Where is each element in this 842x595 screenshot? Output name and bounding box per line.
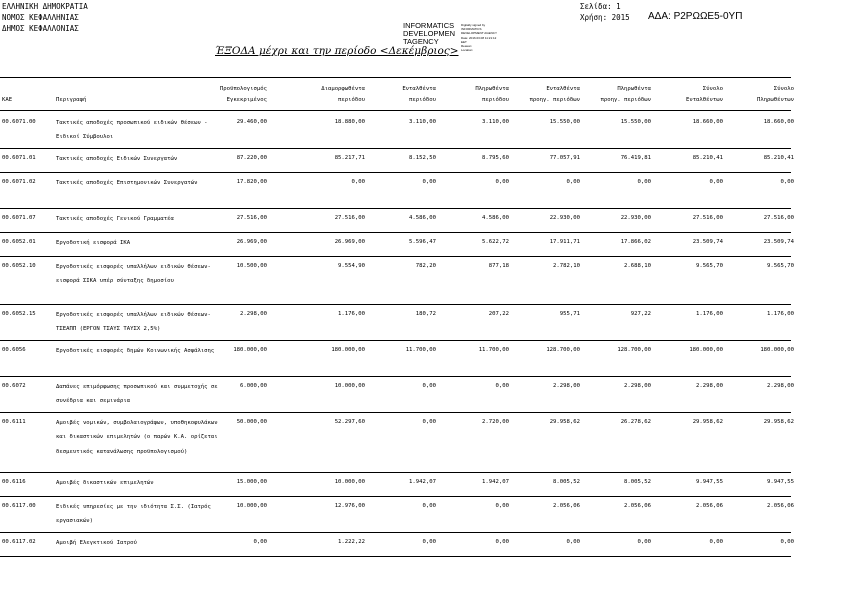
amount-cell: 29.958,62 <box>763 419 794 425</box>
amount-cell: 180.000,00 <box>233 347 267 353</box>
amount-cell: 23.509,74 <box>763 239 794 245</box>
row-divider <box>0 256 791 257</box>
column-header: Προϋπολογισμός <box>219 86 267 92</box>
kae-code: 00.6056 <box>2 347 26 353</box>
digital-signature-stamp <box>403 22 455 46</box>
amount-cell: 8.005,52 <box>624 479 651 485</box>
amount-cell: 1.942,07 <box>482 479 509 485</box>
kae-code: 00.6117.00 <box>2 503 36 509</box>
amount-cell: 9.565,70 <box>767 263 794 269</box>
amount-cell: 0,00 <box>637 539 651 545</box>
row-description: Εργοδοτικές εισφορές υπαλλήλων ειδικών θέσεων-εισφορά ΣΙΚΑ υπέρ σύνταξης δημοσίου <box>56 263 211 284</box>
amount-cell: 10.500,00 <box>236 263 267 269</box>
signature-line: Location: <box>461 48 474 53</box>
amount-cell: 0,00 <box>495 383 509 389</box>
kae-code: 00.6071.07 <box>2 215 36 221</box>
amount-cell: 17.820,00 <box>236 179 267 185</box>
row-divider <box>0 532 791 533</box>
amount-cell: 0,00 <box>422 539 436 545</box>
amount-cell: 17.866,02 <box>620 239 651 245</box>
kae-code: 00.6052.15 <box>2 311 36 317</box>
table-header-rule <box>0 110 791 111</box>
amount-cell: 3.110,00 <box>409 119 436 125</box>
kae-code: 00.6071.00 <box>2 119 36 125</box>
org-line: ΕΛΛΗΝΙΚΗ ΔΗΜΟΚΡΑΤΙΑ <box>2 2 88 11</box>
kae-code: 00.6071.02 <box>2 179 36 185</box>
amount-cell: 15.550,00 <box>620 119 651 125</box>
amount-cell: 0,00 <box>780 179 794 185</box>
row-divider <box>0 208 791 209</box>
amount-cell: 23.509,74 <box>692 239 723 245</box>
amount-cell: 0,00 <box>495 179 509 185</box>
amount-cell: 2.056,06 <box>696 503 723 509</box>
signature-line: Digitally signed by <box>461 23 486 27</box>
column-header: Πληρωθέντων <box>756 97 794 103</box>
amount-cell: 128.700,00 <box>546 347 580 353</box>
column-header: περιόδου <box>338 97 365 103</box>
amount-cell: 0,00 <box>709 539 723 545</box>
stamp-line: INFORMATICS <box>403 21 455 30</box>
amount-cell: 180.000,00 <box>760 347 794 353</box>
amount-cell: 17.911,71 <box>549 239 580 245</box>
signature-line: Reason: <box>461 44 473 49</box>
amount-cell: 782,20 <box>415 263 436 269</box>
stamp-line: DEVELOPMEN <box>403 29 456 38</box>
amount-cell: 180.000,00 <box>331 347 365 353</box>
amount-cell: 26.969,00 <box>236 239 267 245</box>
amount-cell: 2.056,06 <box>767 503 794 509</box>
amount-cell: 8.795,60 <box>482 155 509 161</box>
row-divider <box>0 340 791 341</box>
amount-cell: 1.176,00 <box>696 311 723 317</box>
column-header: Περιγραφή <box>56 97 87 103</box>
column-header: ΚΑΕ <box>2 97 13 103</box>
amount-cell: 0,00 <box>780 539 794 545</box>
column-header: περιόδου <box>482 97 509 103</box>
amount-cell: 0,00 <box>422 419 436 425</box>
amount-cell: 10.000,00 <box>334 383 365 389</box>
amount-cell: 0,00 <box>637 179 651 185</box>
amount-cell: 5.622,72 <box>482 239 509 245</box>
kae-code: 00.6072 <box>2 383 26 389</box>
amount-cell: 2.298,00 <box>767 383 794 389</box>
row-description: Τακτικές αποδοχές Ειδικών Συνεργατών <box>56 155 178 162</box>
amount-cell: 2.298,00 <box>624 383 651 389</box>
amount-cell: 8.005,52 <box>553 479 580 485</box>
amount-cell: 26.278,62 <box>620 419 651 425</box>
amount-cell: 76.419,81 <box>620 155 651 161</box>
row-divider <box>0 376 791 377</box>
org-line: ΝΟΜΟΣ ΚΕΦΑΛΛΗΝΙΑΣ <box>2 13 79 22</box>
row-divider <box>0 412 791 413</box>
org-header <box>2 1 88 34</box>
row-description: Εργοδοτική εισφορά ΙΚΑ <box>56 239 131 246</box>
amount-cell: 877,18 <box>488 263 509 269</box>
signature-line: Date: 2016.03.08 11:21:12 <box>461 35 497 40</box>
amount-cell: 27.516,00 <box>236 215 267 221</box>
amount-cell: 11.700,00 <box>478 347 509 353</box>
row-description: Ειδικές υπηρεσίες με την ιδιότητα Σ.Σ. (Ιατρός εργασιακών) <box>56 503 211 524</box>
amount-cell: 2.720,00 <box>482 419 509 425</box>
kae-code: 00.6071.01 <box>2 155 36 161</box>
amount-cell: 9.947,55 <box>767 479 794 485</box>
amount-cell: 27.516,00 <box>763 215 794 221</box>
signature-line: EET <box>461 39 467 44</box>
amount-cell: 1.222,22 <box>338 539 365 545</box>
amount-cell: 207,22 <box>488 311 509 317</box>
amount-cell: 77.057,91 <box>549 155 580 161</box>
amount-cell: 4.586,00 <box>482 215 509 221</box>
column-header: περιόδου <box>409 97 436 103</box>
amount-cell: 2.782,10 <box>553 263 580 269</box>
kae-code: 00.6052.01 <box>2 239 36 245</box>
amount-cell: 6.000,00 <box>240 383 267 389</box>
amount-cell: 29.958,62 <box>692 419 723 425</box>
row-divider <box>0 556 791 557</box>
amount-cell: 180.000,00 <box>689 347 723 353</box>
row-divider <box>0 172 791 173</box>
page-number: Σελίδα: 1 <box>580 2 621 11</box>
amount-cell: 29.460,00 <box>236 119 267 125</box>
amount-cell: 180,72 <box>415 311 436 317</box>
amount-cell: 955,71 <box>559 311 580 317</box>
amount-cell: 10.000,00 <box>334 479 365 485</box>
amount-cell: 15.550,00 <box>549 119 580 125</box>
row-divider <box>0 232 791 233</box>
amount-cell: 1.176,00 <box>767 311 794 317</box>
amount-cell: 2.298,00 <box>240 311 267 317</box>
amount-cell: 5.596,47 <box>409 239 436 245</box>
kae-code: 00.6111 <box>2 419 26 425</box>
amount-cell: 1.942,07 <box>409 479 436 485</box>
column-header: Ενταλθέντα <box>402 86 436 92</box>
amount-cell: 85.210,41 <box>692 155 723 161</box>
row-divider <box>0 496 791 497</box>
column-header: Ενταλθέντων <box>685 97 723 103</box>
column-header: Σύνολο <box>773 86 794 92</box>
amount-cell: 8.152,50 <box>409 155 436 161</box>
amount-cell: 2.056,06 <box>553 503 580 509</box>
amount-cell: 927,22 <box>630 311 651 317</box>
amount-cell: 9.565,70 <box>696 263 723 269</box>
column-header: Διαμορφωθέντα <box>321 86 365 92</box>
signature-line: INFORMATICS <box>461 27 482 32</box>
column-header: Ενταλθέντα <box>546 86 580 92</box>
row-description: Τακτικές αποδοχές Επιστημονικών Συνεργατών <box>56 179 198 186</box>
row-description: Αμοιβή Ελεγκτικού Ιατρού <box>56 539 137 546</box>
kae-code: 00.6116 <box>2 479 26 485</box>
column-header: προηγ. περιόδων <box>600 97 651 103</box>
amount-cell: 85.210,41 <box>763 155 794 161</box>
amount-cell: 12.976,00 <box>334 503 365 509</box>
amount-cell: 29.958,62 <box>549 419 580 425</box>
amount-cell: 4.586,00 <box>409 215 436 221</box>
kae-code: 00.6052.10 <box>2 263 36 269</box>
amount-cell: 9.554,90 <box>338 263 365 269</box>
row-description: Εργοδοτικές εισφορές υπαλλήλων ειδικών θέσεων-ΤΣΕΑΠΠ (ΕΡΓΟΝ ΤΣΑΥΣ ΤΑΥΣΧ 2,5%) <box>56 311 211 332</box>
amount-cell: 3.110,00 <box>482 119 509 125</box>
amount-cell: 22.930,00 <box>549 215 580 221</box>
amount-cell: 0,00 <box>253 539 267 545</box>
amount-cell: 9.947,55 <box>696 479 723 485</box>
ada-code: ΑΔΑ: Ρ2ΡΩΩΕ5-0ΥΠ <box>648 11 743 22</box>
amount-cell: 2.298,00 <box>696 383 723 389</box>
amount-cell: 2.298,00 <box>553 383 580 389</box>
fiscal-year: Χρήση: 2015 <box>580 13 630 22</box>
row-divider <box>0 304 791 305</box>
row-divider <box>0 472 791 473</box>
row-description: Τακτικές αποδοχές Γενικού Γραμματέα <box>56 215 174 222</box>
amount-cell: 0,00 <box>422 383 436 389</box>
amount-cell: 22.930,00 <box>620 215 651 221</box>
amount-cell: 11.700,00 <box>405 347 436 353</box>
org-line: ΔΗΜΟΣ ΚΕΦΑΛΛΟΝΙΑΣ <box>2 24 79 33</box>
row-divider <box>0 148 791 149</box>
table-top-rule <box>0 77 791 78</box>
amount-cell: 0,00 <box>566 539 580 545</box>
page-info <box>580 1 630 23</box>
amount-cell: 0,00 <box>422 179 436 185</box>
amount-cell: 128.700,00 <box>617 347 651 353</box>
amount-cell: 2.688,10 <box>624 263 651 269</box>
row-description: Εργοδοτικές εισφορές δημών Κοινωνικής Ασφάλισης <box>56 347 215 354</box>
column-header: Σύνολο <box>702 86 723 92</box>
amount-cell: 10.000,00 <box>236 503 267 509</box>
amount-cell: 0,00 <box>709 179 723 185</box>
column-header: Πληρωθέντα <box>475 86 509 92</box>
column-header: Πληρωθέντα <box>617 86 651 92</box>
amount-cell: 0,00 <box>495 539 509 545</box>
stamp-line: TAGENCY <box>403 37 439 46</box>
amount-cell: 27.516,00 <box>692 215 723 221</box>
kae-code: 00.6117.02 <box>2 539 36 545</box>
amount-cell: 18.880,00 <box>334 119 365 125</box>
amount-cell: 0,00 <box>495 503 509 509</box>
signature-line: DEVELOPMENT AGENCY <box>461 31 497 36</box>
amount-cell: 85.217,71 <box>334 155 365 161</box>
row-description: Τακτικές αποδοχές προσωπικού ειδικών θέσεων - Ειδικοί Σύμβουλοι <box>56 119 208 140</box>
amount-cell: 0,00 <box>422 503 436 509</box>
row-description: Αμοιβές νομικών, συμβολαιογράφων, υποθηκοφυλάκων και δικαστικών επιμελητών (ο παρών Κ.Α. ορίζεται δεσμευτικός κατανάλωσης προϋπολογισμού) <box>56 419 218 455</box>
amount-cell: 26.969,00 <box>334 239 365 245</box>
amount-cell: 52.297,60 <box>334 419 365 425</box>
amount-cell: 2.056,06 <box>624 503 651 509</box>
report-title: ΈΞΟΔΑ μέχρι και την περίοδο <Δεκέμβριος> <box>215 45 459 57</box>
row-description: Δαπάνες επιμόρφωσης προσωπικού και συμμετοχής σε συνέδρια και σεμινάρια <box>56 383 218 404</box>
amount-cell: 27.516,00 <box>334 215 365 221</box>
column-header: προηγ. περιόδων <box>529 97 580 103</box>
amount-cell: 0,00 <box>351 179 365 185</box>
amount-cell: 1.176,00 <box>338 311 365 317</box>
amount-cell: 15.000,00 <box>236 479 267 485</box>
amount-cell: 18.660,00 <box>692 119 723 125</box>
amount-cell: 87.220,00 <box>236 155 267 161</box>
amount-cell: 0,00 <box>566 179 580 185</box>
amount-cell: 18.660,00 <box>763 119 794 125</box>
column-header: Εγκεκριμένος <box>226 97 267 103</box>
signature-details <box>461 23 497 52</box>
row-description: Αμοιβές δικαστικών επιμελητών <box>56 479 154 486</box>
amount-cell: 50.000,00 <box>236 419 267 425</box>
